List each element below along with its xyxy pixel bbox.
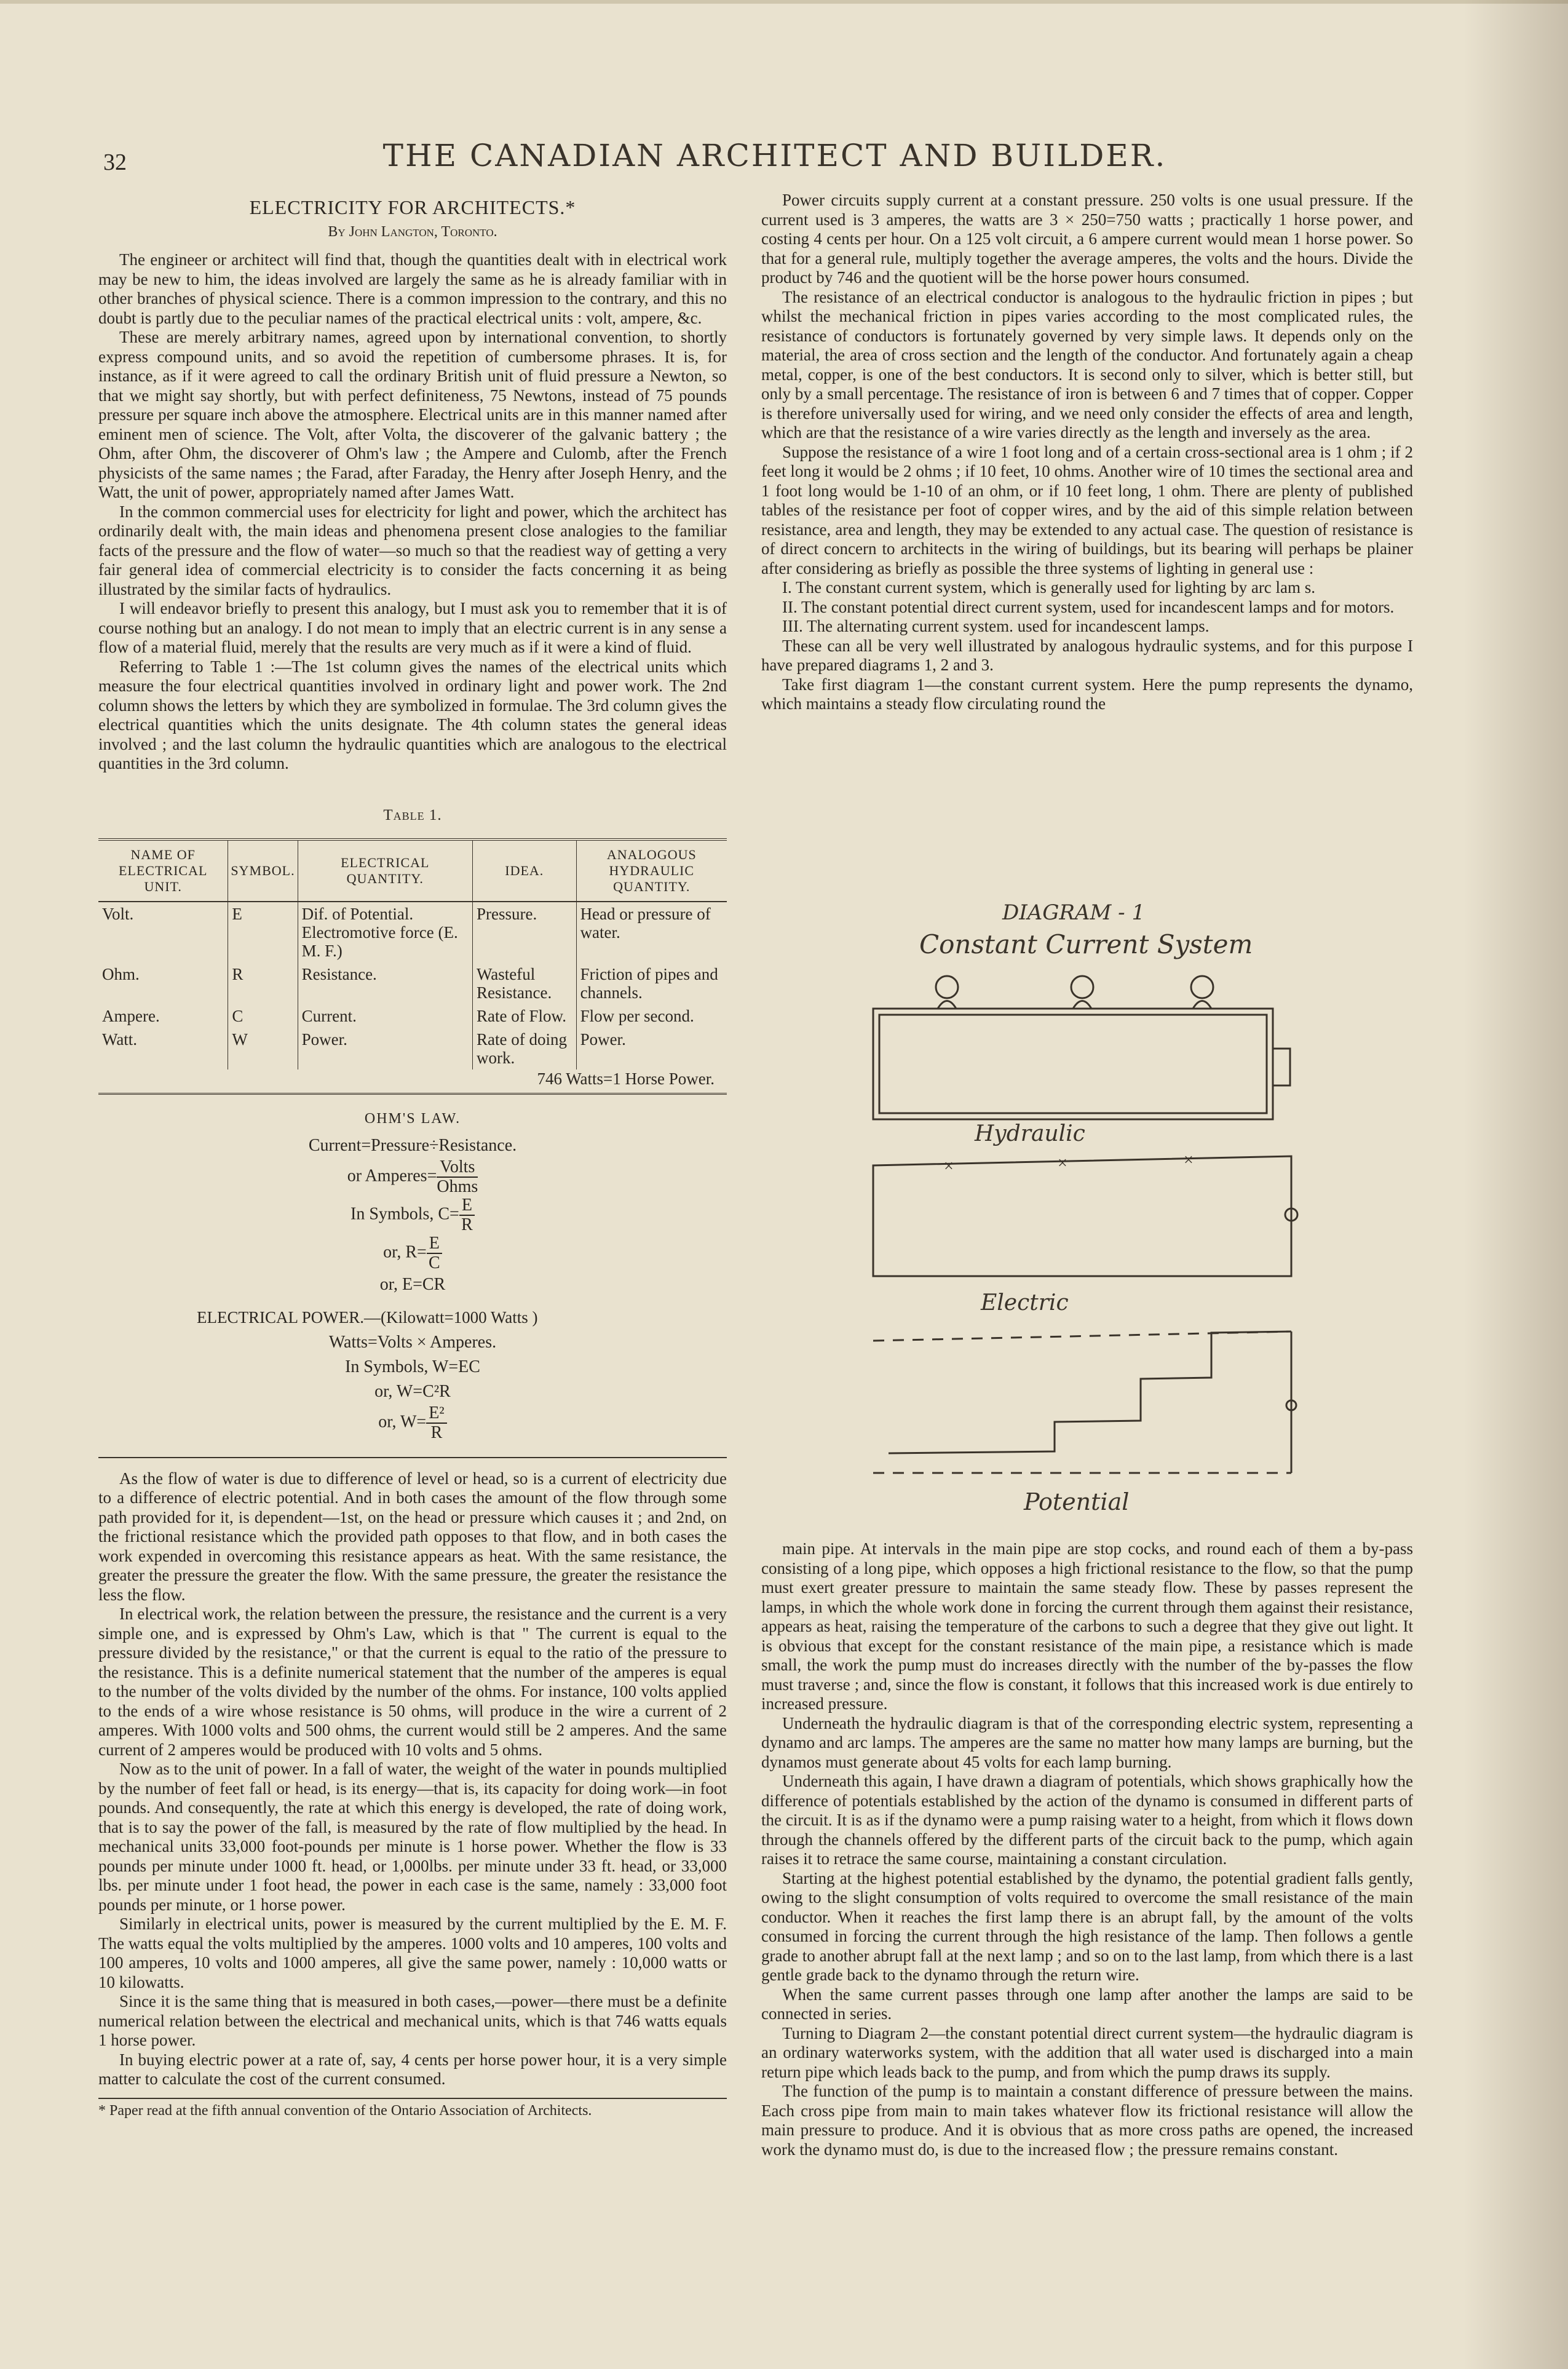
denominator: C [428,1253,440,1272]
paragraph: Underneath this again, I have drawn a diagram of potentials, which shows graphically how the difference of potentials established by the action of the dynamo is consumed in different parts of the circuit. It is as if the dynamo were a pump raising water to a height, from which it flows down through the channels offered by the different parts of the circuit back to the pump, which again raises it to retrace the same course, maintaining a constant circulation. [761,1772,1413,1868]
top-edge [0,0,1568,4]
formula-line: Watts=Volts × Amperes. [328,1332,497,1352]
main-pipe-inner [879,1015,1267,1113]
fraction [459,1196,475,1234]
pump [1273,1049,1290,1085]
paragraph: I will endeavor briefly to present this analogy, but I must ask you to remember that it is of course nothing but an analogy. I do not mean to imply that an electric current is in any sense a flow of a material fluid, merely that the results are very much as if it were a kind of fluid. [98,599,727,656]
formula-line [98,1196,727,1234]
table-row [98,1028,727,1069]
formula-text: or, R= [383,1242,427,1262]
table-cell: E [228,902,298,962]
paragraph: In electrical work, the relation between the pressure, the resistance and the current is a very simple one, and is expressed by Ohm's Law, which is that " The current is equal to the pressure divided by the resistance," or that the current is equal to the ratio of the pressure to the resistance. This is a definite numerical statement that the number of the amperes is equal to the number of the volts divided by the number of the ohms. For instance, 100 volts applied to the ends of a wire whose resistance is 50 ohms, will produce in the wire a current of 2 amperes. With 1000 volts and 500 ohms, the current would still be 2 amperes. And the same current of 2 amperes would be produced with 10 volts and 5 ohms. [98,1605,727,1759]
arc-lamp-icon: × [1058,1154,1067,1173]
table-cell: Volt. [102,905,134,923]
table-cell: Resistance. [298,962,472,1004]
bypass-coil [936,976,958,998]
denominator: R [430,1423,443,1442]
table-cell: Rate of doing work. [472,1028,576,1069]
bypass-pipe [938,1001,956,1009]
bypass-pipe [1073,1001,1091,1009]
table-header: ANALOGOUS HYDRAULIC QUANTITY. [576,839,727,902]
paragraph: Since it is the same thing that is measured in both cases,—power—there must be a definite numerical relation between the electrical and mechanical units, which is that 746 watts equals 1 horse power. [98,1992,727,2049]
paragraph: Suppose the resistance of a wire 1 foot long and of a certain cross-sectional area is 1 ohm ; if 2 feet long it would be 2 ohms ; if 10 feet, 10 ohms. Another wire of 10 times the sectional area and 1 foot long would be 1-10 of an ohm, or if 10 feet long, 1 ohm. There are plenty of published tables of the resistance per foot of copper wires, and by the aid of this simple relation between resistance, area and length, they may be extended to any actual case. The question of resistance is of direct concern to architects in the wiring of buildings, but its bearing will perhaps be plainer after considering as briefly as possible the three systems of lighting in general use : [761,442,1413,577]
table-header: SYMBOL. [228,839,298,902]
main-pipe-outer [873,1009,1273,1119]
table-cell: Power. [576,1028,727,1069]
formula-line [98,1158,727,1196]
fraction [427,1234,442,1272]
table-header: ELECTRICAL QUANTITY. [298,839,472,902]
label-hydraulic: Hydraulic [975,1121,1085,1146]
diagram-svg [852,895,1331,1541]
formula-line: Current=Pressure÷Resistance. [308,1136,517,1155]
electrical-power-heading: ELECTRICAL POWER.—(Kilowatt=1000 Watts ) [197,1308,538,1327]
formula-text: In Symbols, C= [350,1204,459,1224]
formula-text: or Amperes= [347,1166,437,1186]
paragraph: As the flow of water is due to difference of level or head, so is a current of electricity due to a difference of electric potential. And in both cases the amount of the flow through some path provided for it, is dependent—1st, on the head or pressure which causes it ; and 2nd, on the frictional resistance which the provided path opposes to that flow, and in both cases the work expended in overcoming this resistance appears as heat. With the same resistance, the greater the pressure the greater the flow. With the same pressure, the greater the resistance the less the flow. [98,1469,727,1604]
table-cell: Power. [298,1028,472,1069]
ohms-law-block [98,1109,727,1298]
formula-line: In Symbols, W=EC [345,1357,480,1376]
table-row [98,1004,727,1028]
body-paragraphs [98,1469,727,2089]
right-paragraphs-lower [761,1539,1413,2159]
paragraph: In the common commercial uses for electricity for light and power, which the architect has ordinarily dealt with, the main ideas and phenomena present close analogies to the familiar facts of the pressure and the flow of water—so much so that the readiest way of getting a very fair general idea of commercial electricity is to consider the facts concerning it as being illustrated by the similar facts of hydraulics. [98,502,727,598]
paragraph: When the same current passes through one lamp after another the lamps are said to be connected in series. [761,1985,1413,2023]
paragraph: Starting at the highest potential established by the dynamo, the potential gradient falls gently, owing to the slight consumption of volts required to overcome the small resistance of the main conductor. When it reaches the first lamp there is an abrupt fall, by the amount of the volts consumed in forcing the current through the high resistance of the lamp. Then follows a gentle grade to another abrupt fall at the next lamp ; and so on to the last lamp, from which there is a last gentle grade back to the dynamo through the return wire. [761,1868,1413,1984]
bypass-coil [1071,976,1093,998]
electrical-power-block [98,1330,727,1442]
paragraph: Power circuits supply current at a constant pressure. 250 volts is one usual pressure. If the current used is 3 amperes, the watts are 3 × 250=750 watts ; practically 1 horse power, and costing 4 cents per hour. On a 125 volt circuit, a 6 ampere current would mean 1 horse power. So that for a general rule, multiply together the average amperes, the volts and the hours. Divide the product by 746 and the quotient will be the horse power hours consumed. [761,191,1413,287]
paragraph: The resistance of an electrical conductor is analogous to the hydraulic friction in pipes ; but whilst the mechanical friction in pipes varies according to the most complicated rules, the resistance of conductors is fortunately governed by very simple laws. It depends only on the material, the area of cross section and the length of the conductor. And fortunately again a cheap metal, copper, is one of the best conductors. It is second only to silver, which is better still, but only by a small percentage. The resistance of iron is between 6 and 7 times that of copper. Copper is therefore universally used for wiring, and we need only consider the effects of area and length, which are that the resistance of a wire varies directly as the length and inversely as the area. [761,287,1413,442]
diagram-title: DIAGRAM - 1 [1002,900,1146,925]
paragraph: These can all be very well illustrated by analogous hydraulic systems, and for this purpose I have prepared diagrams 1, 2 and 3. [761,636,1413,674]
arc-lamp-icon: × [944,1157,954,1176]
circuit-wire [873,1156,1291,1276]
left-column [98,191,727,2119]
paragraph: The function of the pump is to maintain a constant difference of pressure between the mains. Each cross pipe from main to main takes whatever flow its frictional resistance will allow the main pressure to produce. And it is obvious that as more cross paths are opened, the increased work the dynamo must do, is due to the increased flow ; the pressure remains constant. [761,2082,1413,2159]
horse-power-note: 746 Watts=1 Horse Power. [537,1069,715,1088]
table-1 [98,838,727,1095]
potential-diagram [873,1331,1296,1473]
label-potential: Potential [1024,1488,1130,1515]
formula-line [98,1234,727,1272]
paragraph: Now as to the unit of power. In a fall of water, the weight of the water in pounds multiplied by the number of feet fall or head, is its energy—that is, its capacity for doing work—in foot pounds. And consequently, the rate at which this energy is developed, the rate of doing work, that is to say the power of the fall, is measured by the rate of flow multiplied by the head. In mechanical units 33,000 foot-pounds per minute is 1 horse power. Whether the flow is 33 pounds per minute under 1000 ft. head, or 1,000lbs. per minute under 33 ft. head, or 33,000 lbs. per minute under 1 foot head, the power in each case is the same, namely : 33,000 foot pounds per minute, or 1 horse power. [98,1760,727,1914]
footnote: * Paper read at the fifth annual convention of the Ontario Association of Architects. [98,2098,727,2119]
section-rule [98,1457,727,1458]
formula-text: or, W= [378,1411,427,1431]
paragraph: I. The constant current system, which is generally used for lighting by arc lam s. [782,578,1316,597]
electric-diagram [873,1151,1297,1276]
table-cell: C [228,1004,298,1028]
diagram-1 [852,895,1331,1541]
table-header: NAME OF ELECTRICAL UNIT. [98,839,228,902]
paragraph: These are merely arbitrary names, agreed upon by international convention, to shortly express compound units, and so avoid the repetition of cumbersome phrases. It is, for instance, as if it were agreed to call the ordinary British unit of fluid pressure a Newton, so that we might say shortly, but with perfect definiteness, 75 Newtons, instead of 75 pounds pressure per square inch above the atmosphere. Electrical units are in this manner named after eminent men of science. The Volt, after Volta, the discoverer of the galvanic battery ; the Ohm, after Ohm, the discoverer of Ohm's law ; the Ampere and Culomb, after the French physicists of the same names ; the Farad, after Faraday, the Henry after Joseph Henry, and the Watt, the unit of power, appropriately named after James Watt. [98,328,727,501]
right-paragraphs [761,191,1413,714]
table-row [98,962,727,1004]
table-header: IDEA. [472,839,576,902]
article-byline: By John Langton, Toronto. [328,223,497,240]
table-cell: Head or pressure of water. [576,902,727,962]
right-column-lower [761,1539,1413,2159]
table-cell: W [228,1028,298,1069]
page-gutter-shadow [1463,0,1568,2369]
table-cell: Friction of pipes and channels. [576,962,727,1004]
arc-lamp-icon: × [1184,1151,1194,1170]
fraction [426,1404,447,1442]
paragraph: Similarly in electrical units, power is measured by the current multiplied by the E. M. F. The watts equal the volts multiplied by the amperes. 1000 volts and 10 amperes, 100 volts and 100 amperes, 10 volts and 1000 amperes, all give the same power, namely : 10,000 watts or 10 kilowatts. [98,1915,727,1991]
table-cell: Dif. of Potential. Electromotive force (E. M. F.) [298,902,472,962]
paragraph: Turning to Diagram 2—the constant potential direct current system—the hydraulic diagram is an ordinary waterworks system, with the addition that all water used is discharged into a main return pipe which leads back to the pump, and from which the pump draws its supply. [761,2023,1413,2081]
paragraph: main pipe. At intervals in the main pipe are stop cocks, and round each of them a by-pass consisting of a long pipe, which opposes a high frictional resistance to the flow, so that the pump must exert greater pressure to maintain the same steady flow. These by passes represent the lamps, in which the whole work done in forcing the current through them against their resistance, appears as heat, raising the temperature of the carbons to such a degree that they give out light. It is obvious that except for the constant resistance of the main pipe, a resistance which is made small, the work the pump must do increases directly with the number of the by-passes the flow must traverse ; and, since the flow is constant, it follows that this increased work is due entirely to increased pressure. [761,1539,1413,1713]
table-caption: Table 1. [383,806,442,823]
potential-gradient [889,1331,1291,1453]
table-cell: Flow per second. [576,1004,727,1028]
table-cell: Pressure. [472,902,576,962]
table-row [98,902,727,962]
table-footer [98,1069,727,1089]
denominator: R [461,1215,473,1234]
numerator: E [427,1234,442,1254]
masthead: THE CANADIAN ARCHITECT AND BUILDER. [382,138,1167,173]
ohms-law-title: OHM'S LAW. [364,1110,461,1127]
bypass-pipe [1193,1001,1211,1009]
table-cell: Current. [298,1004,472,1028]
paragraph: II. The constant potential direct current system, used for incandescent lamps and for motors. [782,597,1395,616]
bypass-coil [1191,976,1213,998]
label-electric: Electric [981,1290,1069,1315]
diagram-subtitle: Constant Current System [919,929,1253,959]
table-body [98,902,727,1069]
formula-line: or, E=CR [379,1275,446,1294]
table-cell: Watt. [102,1030,138,1049]
numerator: Volts [437,1158,478,1178]
denominator: Ohms [437,1177,478,1196]
table-cell: Ampere. [102,1007,160,1025]
right-column [761,191,1413,714]
table-cell: R [228,962,298,1004]
hydraulic-diagram [873,976,1290,1119]
paragraph: The engineer or architect will find that, though the quantities dealt with in electrical work may be new to him, the ideas involved are largely the same as he is already familiar with in other branches of physical science. There is a common impression to the contrary, and this no doubt is partly due to the peculiar names of the practical electrical units : volt, ampere, &c. [98,250,727,327]
fraction [437,1158,478,1196]
numerator: E² [426,1404,447,1424]
table-cell: Rate of Flow. [472,1004,576,1028]
numerator: E [459,1196,475,1216]
table-cell: Wasteful Resistance. [472,962,576,1004]
paragraph: In buying electric power at a rate of, say, 4 cents per horse power hour, it is a very simple matter to calculate the cost of the current consumed. [98,2050,727,2088]
paragraph: Referring to Table 1 :—The 1st column gives the names of the electrical units which measure the four electrical quantities involved in ordinary light and power work. The 2nd column shows the letters by which they are symbolized in formulae. The 3rd column gives the electrical quantities which the units designate. The 4th column states the general ideas involved ; and the last column the hydraulic quantities which are analogous to the electrical quantities in the 3rd column. [98,657,727,772]
article-title: ELECTRICITY FOR ARCHITECTS.* [249,196,576,218]
formula-line [98,1404,727,1442]
paragraph: III. The alternating current system. used for incandescent lamps. [782,617,1210,635]
paragraph: Underneath the hydraulic diagram is that of the corresponding electric system, representing a dynamo and arc lamps. The amperes are the same no matter how many lamps are burning, but the dynamos must generate about 45 volts for each lamp burning. [761,1713,1413,1771]
paragraph: Take first diagram 1—the constant current system. Here the pump represents the dynamo, which maintains a steady flow circulating round the [761,675,1413,713]
formula-line: or, W=C²R [374,1381,451,1401]
page-number: 32 [103,149,127,175]
intro-paragraphs [98,250,727,774]
table-cell: Ohm. [102,965,140,983]
